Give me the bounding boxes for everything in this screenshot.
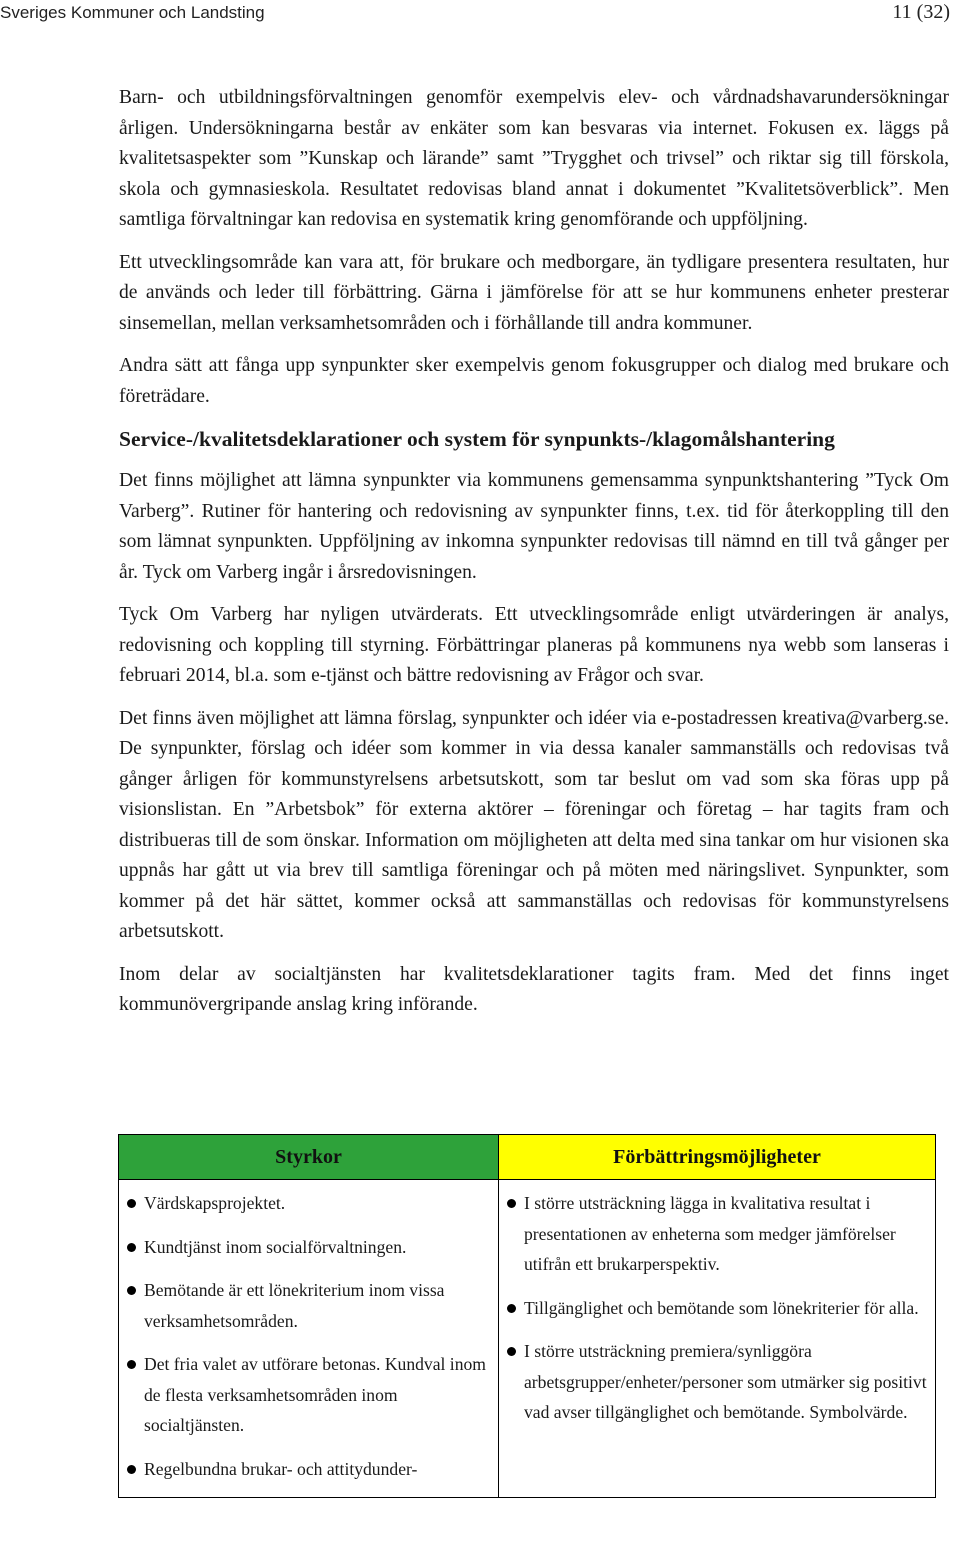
section-heading: Service-/kvalitetsdeklarationer och system för synpunkts-/klagomålshantering <box>119 427 835 451</box>
strengths-list <box>127 1188 490 1484</box>
bullet-icon <box>127 1199 136 1208</box>
header-organization: Sveriges Kommuner och Landsting <box>0 3 265 22</box>
list-item: I större utsträckning premiera/synliggöra arbetsgrupper/enheter/personer som utmärker sig positivt vad avser tillgänglighet och bemötande. Symbolvärde. <box>507 1336 927 1428</box>
strengths-improvements-table <box>118 1134 936 1498</box>
list-item: Regelbundna brukar- och attitydunder- <box>127 1454 490 1485</box>
page-number: 11 (32) <box>892 1 950 23</box>
list-item: Tillgänglighet och bemötande som lönekriterier för alla. <box>507 1293 927 1324</box>
list-item: Kundtjänst inom socialförvaltningen. <box>127 1232 490 1263</box>
bullet-icon <box>507 1199 516 1208</box>
paragraph-social-services: Inom delar av socialtjänsten har kvalitetsdeklarationer tagits fram. Med det finns inget kommunövergripande anslag kring införande. <box>119 963 949 1015</box>
strengths-header: Styrkor <box>119 1135 499 1180</box>
bullet-icon <box>127 1243 136 1252</box>
paragraph-survey: Barn- och utbildningsförvaltningen genomför exempelvis elev- och vårdnadshavarundersökningar årligen. Undersökningarna består av enkäter som kan besvaras via internet. Fokusen ex. läggs på kvalitetsaspekter som ”Kunskap och lärande” samt ”Trygghet och trivsel” och riktar sig till förskola, skola och gymnasieskola. Resultatet redovisas bland annat i dokumentet ”Kvalitetsöverblick”. Men samtliga förvaltningar kan redovisa en systematik kring genomförande och uppföljning. <box>119 87 949 230</box>
paragraph-development: Ett utvecklingsområde kan vara att, för brukare och medborgare, än tydligare presentera resultaten, hur de används och leder till förbättring. Gärna i jämförelse för att se hur kommunens enheter presterar sinsemellan, mellan verksamhetsområden och i förhållande till andra kommuner. <box>119 251 949 334</box>
bullet-icon <box>127 1360 136 1369</box>
list-item: I större utsträckning lägga in kvalitativa resultat i presentationen av enheterna som medger jämförelser utifrån ett brukarperspektiv. <box>507 1188 927 1280</box>
paragraph-tyck-om-varberg: Det finns möjlighet att lämna synpunkter via kommunens gemensamma synpunktshantering ”Tyck Om Varberg”. Rutiner för hantering och redovisning av synpunkter finns, t.ex. tid för återkoppling till den som lämnat synpunkten. Uppföljning av inkomna synpunkter redovisas till nämnd en till två gånger per år. Tyck om Varberg ingår i årsredovisningen. <box>119 470 949 583</box>
paragraph-kreativa: Det finns även möjlighet att lämna förslag, synpunkter och idéer via e-postadressen kreativa@varberg.se. De synpunkter, förslag och idéer som kommer in via dessa kanaler sammanställs och redovisas två gånger årligen för kommunstyrelsens arbetsutskott, som tar beslut om vad som ska föras upp på visionslistan. En ”Arbetsbok” för externa aktörer – föreningar och företag – har tagits fram och distribueras till de som önskar. Information om möjligheten att delta med sina tankar om hur visionen ska uppnås har gått ut via brev till samtliga föreningar och på möten med näringslivet. Synpunkter, som kommer på det här sättet, kommer också att sammanställas och redovisas för kommunstyrelsens arbetsutskott. <box>119 707 949 942</box>
improvements-list <box>507 1188 927 1428</box>
list-item: Bemötande är ett lönekriterium inom vissa verksamhetsområden. <box>127 1275 490 1336</box>
bullet-icon <box>507 1347 516 1356</box>
improvements-cell <box>499 1180 936 1498</box>
bullet-icon <box>507 1304 516 1313</box>
list-item: Värdskapsprojektet. <box>127 1188 490 1219</box>
paragraph-other-methods: Andra sätt att fånga upp synpunkter sker exempelvis genom fokusgrupper och dialog med brukare och företrädare. <box>119 355 949 407</box>
paragraph-evaluation: Tyck Om Varberg har nyligen utvärderats. Ett utvecklingsområde enligt utvärderingen är analys, redovisning och koppling till styrning. Förbättringar planeras på kommunens nya webb som lanseras i februari 2014, bl.a. som e-tjänst och bättre redovisning av Frågor och svar. <box>119 604 949 686</box>
list-item: Det fria valet av utförare betonas. Kundval inom de flesta verksamhetsområden inom socialtjänsten. <box>127 1349 490 1441</box>
bullet-icon <box>127 1286 136 1295</box>
improvements-header: Förbättringsmöjligheter <box>499 1135 936 1180</box>
bullet-icon <box>127 1465 136 1474</box>
document-body <box>119 83 949 1033</box>
strengths-cell <box>119 1180 499 1498</box>
